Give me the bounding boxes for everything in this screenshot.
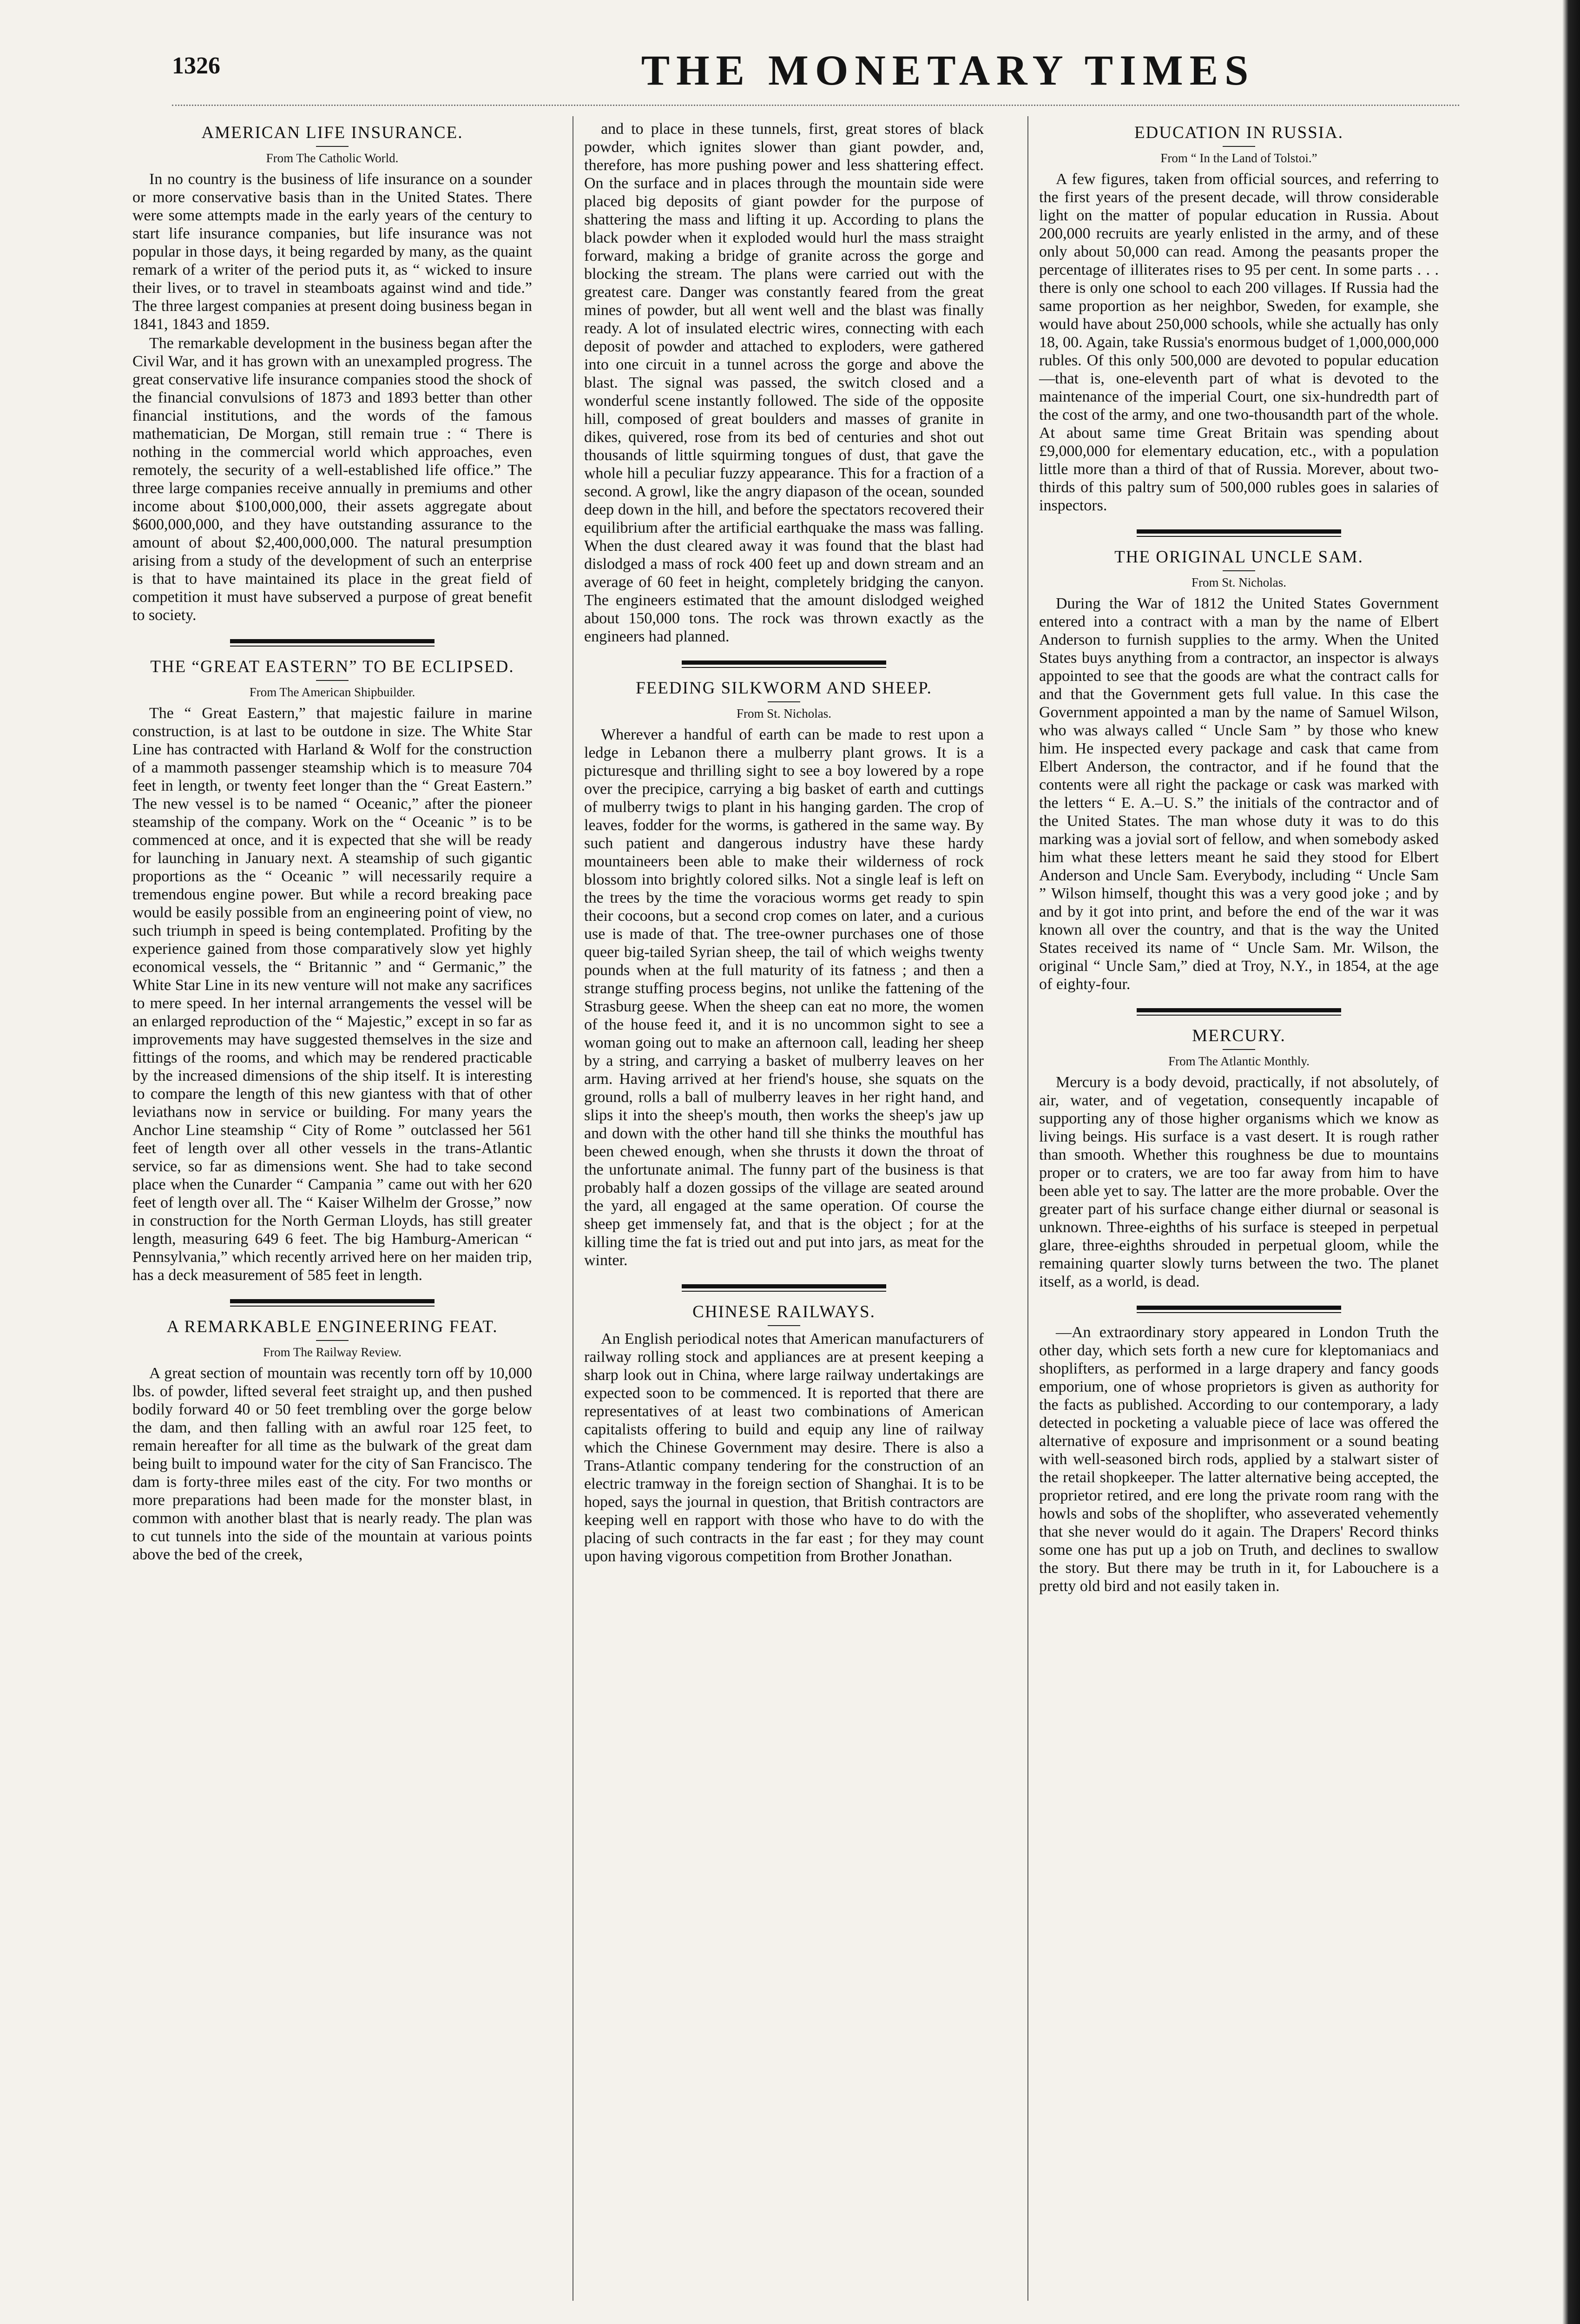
- title-rule: [1223, 146, 1255, 147]
- article-body: [1039, 594, 1439, 993]
- article-original-uncle-sam: [1039, 529, 1439, 993]
- paragraph: In no country is the business of life insurance on a sounder or more conservative basis than in the United States. There were some attempts made in the early years of the century to start life insurance companies, but life insurance was not popular in those days, it being regarded by many, as the quaint remark of a writer of the period puts it, as “ wicked to insure their lives, or to travel in steamboats against wind and tide.” The three largest companies at present doing business began in 1841, 1843 and 1859.: [132, 171, 532, 333]
- article-education-in-russia: [1039, 123, 1439, 515]
- article-body: [132, 704, 532, 1284]
- title-rule: [1223, 1049, 1255, 1050]
- article-title: AMERICAN LIFE INSURANCE.: [201, 123, 463, 142]
- header-dotted-rule: [172, 105, 1459, 106]
- article-body: [584, 726, 984, 1269]
- article-source: From The Railway Review.: [263, 1345, 402, 1359]
- article-source: From St. Nicholas.: [736, 706, 831, 720]
- article-body: [1039, 170, 1439, 515]
- article-title: THE “GREAT EASTERN” TO BE ECLIPSED.: [150, 657, 514, 676]
- article-title: THE ORIGINAL UNCLE SAM.: [1114, 548, 1363, 567]
- article-engineering-feat-continued: [584, 120, 984, 646]
- paragraph: The “ Great Eastern,” that majestic failure in marine construction, is at last to be outdone in size. The White Star Line has contracted with Harland & Wolf for the construction of a mammoth passenger steamship which is to measure 704 feet in length, or twenty feet longer than the “ Great Eastern.” The new vessel is to be named “ Oceanic,” after the pioneer steamship of the company. Work on the “ Oceanic ” is to be commenced at once, and it is expected that she will be ready for launching in January next. A steamship of such gigantic proportions as the “ Oceanic ” will necessarily require a tremendous engine power. But while a record breaking pace would be easily possible from an engineering point of view, no such triumph in speed is being contemplated. Profiting by the experience gained from those comparatively slow yet highly economical vessels, the “ Britannic ” and “ Germanic,” the White Star Line in its new venture will not make any sacrifices to mere speed. In her internal arrangements the vessel will be an enlarged reproduction of the “ Majestic,” except in so far as improvements may have suggested themselves in the size and fittings of the rooms, and which may be rendered practicable by the increased dimensions of the ship itself. It is interesting to compare the length of this new giantess with that of other leviathans now in service or building. For many years the Anchor Line steamship “ City of Rome ” outclassed her 561 feet of length over all other vessels in the trans-Atlantic service, so far as dimensions went. She had to take second place when the Cunarder “ Campania ” came out with her 620 feet of length over all. The “ Kaiser Wilhelm der Grosse,” now in construction for the North German Lloyds, has still greater length, measuring 649 6 feet. The big Hamburg-American “ Pennsylvania,” which recently arrived here on her maiden trip, has a deck measurement of 585 feet in length.: [132, 705, 532, 1284]
- title-rule: [316, 146, 349, 147]
- article-separator: [230, 639, 434, 647]
- article-title: A REMARKABLE ENGINEERING FEAT.: [166, 1317, 498, 1336]
- article-body: [1039, 1073, 1439, 1291]
- article-source: From The Atlantic Monthly.: [1168, 1054, 1310, 1068]
- column-2: [584, 120, 984, 1574]
- article-body: [584, 120, 984, 646]
- paragraph: A great section of mountain was recently torn off by 10,000 lbs. of powder, lifted several feet straight up, and then pushed bodily forward 40 or 50 feet trembling over the gorge below the dam, and then falling with an awful roar 125 feet, to remain hereafter for all time as the bulwark of the great dam being built to impound water for the city of San Francisco. The dam is forty-three miles east of the city. For two months or more preparations had been made for the monster blast, in common with another blast that is nearly ready. The plan was to cut tunnels into the side of the mountain at various points above the bed of the creek,: [132, 1365, 532, 1563]
- title-rule: [1223, 570, 1255, 571]
- article-extraordinary-story: [1039, 1306, 1439, 1595]
- article-source: From “ In the Land of Tolstoi.”: [1160, 151, 1317, 165]
- article-separator: [682, 1284, 886, 1292]
- article-source: From The American Shipbuilder.: [249, 685, 415, 699]
- title-rule: [768, 1325, 800, 1326]
- paragraph: and to place in these tunnels, first, great stores of black powder, which ignites slower than giant powder, and, therefore, has more pushing power and less shattering effect. On the surface and in places through the mountain side were placed big deposits of giant powder for the purpose of shattering the mass and lifting it up. According to plans the black powder when it exploded would hurl the mass straight forward, making a bridge of granite across the gorge and blocking the stream. The plans were carried out with the greatest care. Danger was constantly feared from the great mines of powder, but all went well and the blast was finally ready. A lot of insulated electric wires, connecting with each deposit of powder and attached to exploders, were gathered into one circuit in a tunnel across the gorge and above the blast. The signal was passed, the switch closed and a wonderful scene instantly followed. The side of the opposite hill, composed of great boulders and masses of granite in dikes, quivered, rose from its bed of centuries and shot out thousands of little squirming tongues of dust, that gave the whole hill a peculiar fuzzy appearance. This for a fraction of a second. A growl, like the angry diapason of the ocean, sounded deep down in the hill, and before the spectators recovered their equilibrium after the artificial earthquake the mass was falling. When the dust cleared away it was found that the blast had dislodged a mass of rock 400 feet up and down stream and an average of 60 feet in height, completely bridging the canyon. The engineers estimated that the amount dislodged weighed about 150,000 tons. The rock was thrown exactly as the engineers had planned.: [584, 120, 984, 645]
- article-source: From The Catholic World.: [266, 151, 399, 165]
- article-remarkable-engineering-feat: [132, 1299, 532, 1564]
- article-separator: [230, 1299, 434, 1307]
- title-rule: [316, 680, 349, 681]
- article-title: EDUCATION IN RUSSIA.: [1134, 123, 1344, 142]
- article-feeding-silkworm-and-sheep: [584, 660, 984, 1269]
- article-body: [584, 1330, 984, 1565]
- article-title: FEEDING SILKWORM AND SHEEP.: [636, 679, 932, 698]
- article-chinese-railways: [584, 1284, 984, 1565]
- article-title: CHINESE RAILWAYS.: [692, 1302, 876, 1321]
- article-title: MERCURY.: [1192, 1026, 1286, 1045]
- article-great-eastern-eclipsed: [132, 639, 532, 1284]
- article-separator: [682, 660, 886, 668]
- article-mercury: [1039, 1008, 1439, 1291]
- article-body: [132, 170, 532, 624]
- article-body: [132, 1364, 532, 1564]
- paragraph: A few figures, taken from official sources, and referring to the first years of the present decade, will throw considerable light on the matter of popular education in Russia. About 200,000 recruits are yearly enlisted in the army, and of these only about 50,000 can read. Among the peasants proper the percentage of illiterates rises to 95 per cent. In some parts . . . there is only one school to each 200 villages. If Russia had the same proportion as her neighbor, Sweden, for example, she would have about 250,000 schools, while she actually has only 18, 00. Again, take Russia's enormous budget of 1,000,000,000 rubles. Of this only 500,000 are devoted to popular education —that is, one-eleventh part of what is devoted to the maintenance of the imperial Court, one six-hundredth part of the cost of the army, and one two-thousandth part of the whole. At about same time Great Britain was spending about £9,000,000 for elementary education, etc., with a population little more than a third of that of Russia. Morever, about two-thirds of this paltry sum of 500,000 rubles goes in salaries of inspectors.: [1039, 171, 1439, 514]
- article-separator: [1137, 1306, 1341, 1313]
- article-source: From St. Nicholas.: [1191, 575, 1286, 589]
- page-number: 1326: [172, 53, 220, 79]
- paragraph: The remarkable development in the business began after the Civil War, and it has grown with an unexampled progress. The great conservative life insurance companies stood the shock of the financial convulsions of 1873 and 1893 better than other financial institutions, and the words of the famous mathematician, De Morgan, still remain true : “ There is nothing in the commercial world which approaches, even remotely, the security of a well-established life office.” The three large companies receive annually in premiums and other income about $100,000,000, their assets aggregate about $600,000,000, and they have outstanding assurance to the amount of about $2,400,000,000. The natural presumption arising from a study of the development of such an enterprise is that to have maintained its place in the great field of competition it must have subserved a purpose of great benefit to society.: [132, 335, 532, 624]
- masthead-title: THE MONETARY TIMES: [641, 46, 1255, 94]
- paragraph: —An extraordinary story appeared in London Truth the other day, which sets forth a new cure for kleptomaniacs and shoplifters, as performed in a large drapery and fancy goods emporium, one of whose proprietors is given as authority for the facts as published. According to our contemporary, a lady detected in pocketing a valuable piece of lace was offered the alternative of exposure and imprisonment or a sound beating with well-seasoned birch rods, applied by a stalwart sister of the retail shopkeeper. The latter alternative being accepted, the proprietor retired, and ere long the private room rang with the howls and sobs of the shoplifter, who asseverated vehemently that she never would do it again. The Drapers' Record thinks some one has put up a job on Truth, and declines to swallow the story. But there may be truth in it, for Labouchere is a pretty old bird and not easily taken in.: [1039, 1324, 1439, 1595]
- title-rule: [768, 701, 800, 702]
- page-edge-shadow: [1562, 0, 1580, 2324]
- paragraph: An English periodical notes that American manufacturers of railway rolling stock and appliances are at present keeping a sharp look out in China, where large railway undertakings are expected soon to be commenced. It is reported that there are representatives of at least two combinations of American capitalists offering to build and equip any line of railway which the Chinese Government may desire. There is also a Trans-Atlantic company tendering for the construction of an electric tramway in the foreign section of Shanghai. It is to be hoped, says the journal in question, that British contractors are keeping well en rapport with those who have to do with the placing of such contracts in the far east ; for they may count upon having vigorous competition from Brother Jonathan.: [584, 1330, 984, 1565]
- title-rule: [316, 1340, 349, 1341]
- article-body: [1039, 1323, 1439, 1595]
- column-1: [132, 120, 532, 1572]
- article-american-life-insurance: [132, 123, 532, 624]
- column-3: [1039, 120, 1439, 1604]
- paragraph: Mercury is a body devoid, practically, if not absolutely, of air, water, and of vegetation, consequently incapable of supporting any of those higher organisms which we know as living beings. His surface is a vast desert. It is rough rather than smooth. Whether this roughness be due to mountains proper or to craters, we are too far away from him to have been able yet to say. The latter are the more probable. Over the greater part of his surface change either diurnal or seasonal is unknown. Three-eighths of his surface is steeped in perpetual glare, three-eighths shrouded in perpetual gloom, while the remaining quarter slowly turns between the two. The planet itself, as a world, is dead.: [1039, 1074, 1439, 1290]
- paragraph: During the War of 1812 the United States Government entered into a contract with a man by the name of Elbert Anderson to furnish supplies to the army. When the United States buys anything from a contractor, an inspector is always appointed to see that the goods are what the contract calls for and that the Government gets full value. In this case the Government appointed a man by the name of Samuel Wilson, who was always called “ Uncle Sam ” by those who knew him. He inspected every package and cask that came from Elbert Anderson, the contractor, and if he found that the contents were all right the package or cask was marked with the letters “ E. A.–U. S.” the initials of the contractor and of the United States. The man whose duty it was to do this marking was a jovial sort of fellow, and when somebody asked him what these letters meant he said they stood for Elbert Anderson and Uncle Sam. Everybody, including “ Uncle Sam ” Wilson himself, thought this was a very good joke ; and by and by it got into print, and before the end of the war it was known all over the country, and that is the way the United States received its name of “ Uncle Sam. Mr. Wilson, the original “ Uncle Sam,” died at Troy, N.Y., in 1854, at the age of eighty-four.: [1039, 595, 1439, 993]
- column-rule: [1027, 116, 1028, 2301]
- article-separator: [1137, 1008, 1341, 1016]
- article-separator: [1137, 529, 1341, 537]
- paragraph: Wherever a handful of earth can be made to rest upon a ledge in Lebanon there a mulberry plant grows. It is a picturesque and thrilling sight to see a boy lowered by a rope over the precipice, carrying a big basket of earth and cuttings of mulberry twigs to plant in his hanging garden. The crop of leaves, fodder for the worms, is gathered in the same way. By such patient and dangerous industry have these hardy mountaineers been able to make their wilderness of rock blossom into brightly colored silks. Not a single leaf is left on the trees by the time the voracious worms get ready to spin their cocoons, but a second crop comes on later, and a curious use is made of that. The tree-owner purchases one of those queer big-tailed Syrian sheep, the tail of which weighs twenty pounds when at the full maturity of its fatness ; and then a strange stuffing process begins, not unlike the fattening of the Strasburg geese. When the sheep can eat no more, the women of the house feed it, and it is no uncommon sight to see a woman going out to make an afternoon call, leading her sheep by a string, and carrying a basket of mulberry leaves on her arm. Having arrived at her friend's house, she squats on the ground, rolls a ball of mulberry leaves in her right hand, and slips it into the sheep's mouth, then works the sheep's jaw up and down with the other hand till she thinks the mouthful has been chewed enough, when she thrusts it down the throat of the unfortunate animal. The funny part of the business is that probably half a dozen gossips of the village are seated around the yard, all engaged at the same operation. Of course the sheep get immensely fat, and that is the object ; for at the killing time the fat is tried out and put into jars, as meat for the winter.: [584, 726, 984, 1269]
